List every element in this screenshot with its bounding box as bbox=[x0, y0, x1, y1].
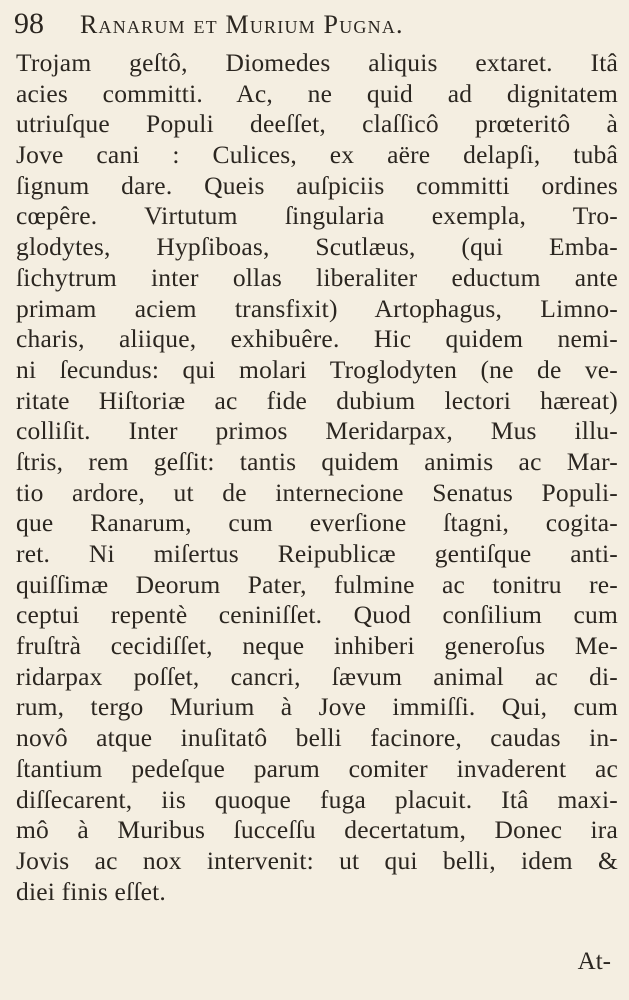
text-line: mô à Muribus ſucceſſu decertatum, Donec ira bbox=[16, 815, 618, 845]
text-line: ceptui repentè ceniniſſet. Quod conſilium cum bbox=[16, 600, 618, 630]
text-line: fruſtrà cecidiſſet, neque inhiberi generoſus Me- bbox=[16, 631, 618, 661]
text-line: diſſecarent, iis quoque fuga placuit. Itâ maxi- bbox=[16, 784, 618, 814]
text-line: cœpêre. Virtutum ſingularia exempla, Tro- bbox=[16, 201, 618, 231]
running-head bbox=[14, 4, 611, 44]
text-line: primam aciem transfixit) Artophagus, Limno- bbox=[16, 293, 618, 323]
text-line: ret. Ni miſertus Reipublicæ gentiſque anti- bbox=[16, 539, 618, 568]
catchword: At- bbox=[577, 948, 611, 975]
body-text bbox=[16, 48, 618, 907]
text-line: utriuſque Populi deeſſet, claſſicô prœteritô à bbox=[16, 109, 618, 139]
text-line: Trojam geſtô, Diomedes aliquis extaret. Itâ bbox=[16, 48, 618, 77]
text-line: Jovis ac nox intervenit: ut qui belli, idem & bbox=[16, 845, 618, 875]
text-line: glodytes, Hypſiboas, Scutlæus, (qui Emba- bbox=[16, 232, 618, 262]
text-line: ſtantium pedeſque parum comiter invaderent ac bbox=[16, 753, 618, 783]
text-line: colliſit. Inter primos Meridarpax, Mus illu- bbox=[16, 416, 618, 446]
text-line: novô atque inuſitatô belli facinore, caudas in- bbox=[16, 723, 618, 753]
text-line: Jove cani : Culices, ex aëre delapſi, tubâ bbox=[16, 140, 618, 170]
text-line: diei finis eſſet. bbox=[16, 876, 166, 906]
running-title: Ranarum et Murium Pugna. bbox=[80, 10, 404, 39]
text-line: ritate Hiſtoriæ ac fide dubium lectori hæreat) bbox=[16, 385, 618, 415]
text-line: acies committi. Ac, ne quid ad dignitatem bbox=[16, 78, 618, 108]
text-line: ridarpax poſſet, cancri, ſævum animal ac di- bbox=[16, 661, 618, 691]
text-line: ſignum dare. Queis auſpiciis committi ordines bbox=[16, 170, 618, 200]
text-line: ſichytrum inter ollas liberaliter eductum ante bbox=[16, 262, 618, 292]
page-number: 98 bbox=[14, 7, 44, 40]
text-line: tio ardore, ut de internecione Senatus Populi- bbox=[16, 477, 618, 507]
text-line: que Ranarum, cum everſione ſtagni, cogita- bbox=[16, 508, 618, 538]
text-line: rum, tergo Murium à Jove immiſſi. Qui, cum bbox=[16, 692, 618, 722]
text-line: ni ſecundus: qui molari Troglodyten (ne de ve- bbox=[16, 354, 618, 384]
text-line: ſtris, rem geſſit: tantis quidem animis ac Mar- bbox=[16, 446, 618, 476]
text-line: charis, aliique, exhibuêre. Hic quidem nemi- bbox=[16, 324, 618, 354]
text-line: quiſſimæ Deorum Pater, fulmine ac tonitru re- bbox=[16, 569, 618, 599]
